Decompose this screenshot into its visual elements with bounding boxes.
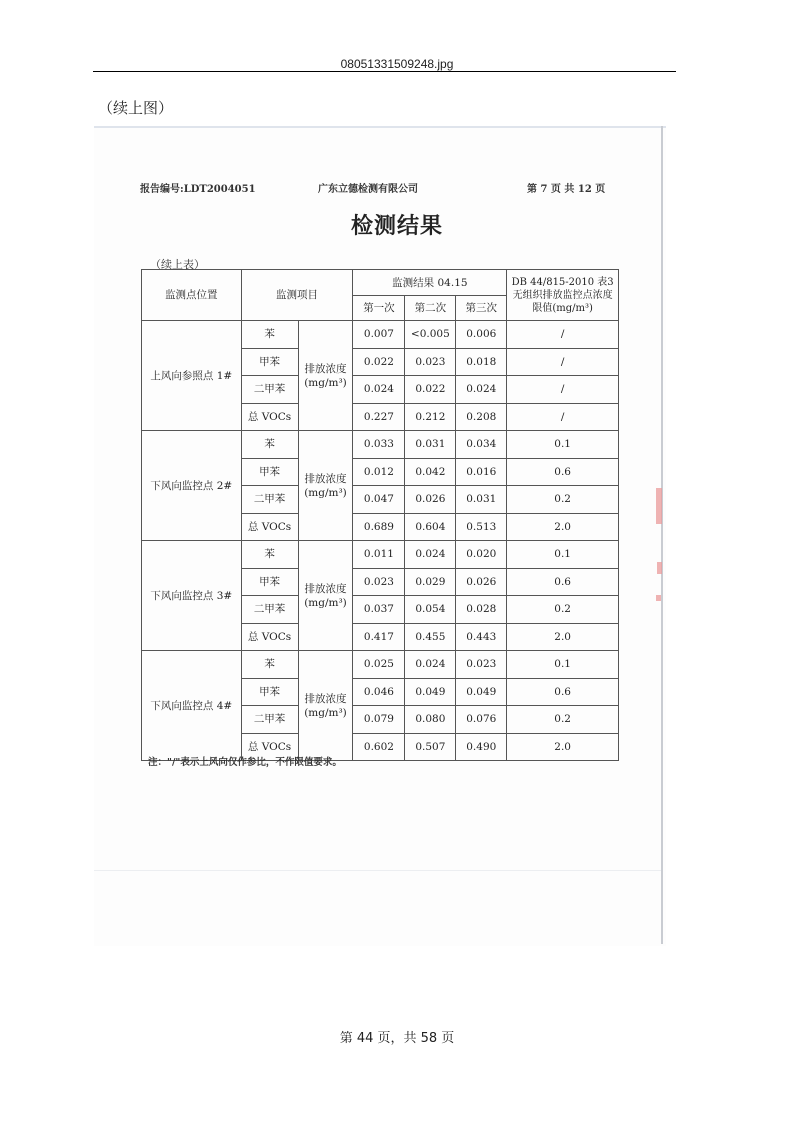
table-note: 注："/"表示上风向仅作参比，不作限值要求。 [148, 757, 342, 768]
table-row [142, 651, 619, 679]
pollutant-cell: 二甲苯 [241, 486, 298, 514]
table-row [142, 431, 619, 459]
continued-caption: （续上图） [98, 99, 174, 117]
result-value-cell: 0.227 [353, 403, 405, 431]
result-value-cell: 0.049 [405, 678, 456, 706]
result-value-cell: 0.007 [353, 321, 405, 349]
location-cell: 下风向监控点 2# [142, 431, 242, 541]
parameter-cell: 排放浓度 (mg/m³) [298, 321, 353, 431]
result-value-cell: 0.033 [353, 431, 405, 459]
company-name: 广东立德检测有限公司 [318, 184, 418, 195]
report-page-info: 第 7 页 共 12 页 [527, 184, 606, 195]
result-value-cell: 0.024 [353, 376, 405, 404]
result-value-cell: 0.076 [456, 706, 507, 734]
col-header-limit: DB 44/815-2010 表3无组织排放监控点浓度限值(mg/m³) [507, 270, 619, 321]
table-row [142, 541, 619, 569]
result-value-cell: 0.047 [353, 486, 405, 514]
result-value-cell: 0.212 [405, 403, 456, 431]
header-rule [93, 71, 676, 72]
result-value-cell: 0.042 [405, 458, 456, 486]
limit-value-cell: 0.2 [507, 486, 619, 514]
result-value-cell: 0.023 [353, 568, 405, 596]
parameter-cell: 排放浓度 (mg/m³) [298, 431, 353, 541]
location-cell: 下风向监控点 4# [142, 651, 242, 761]
result-value-cell: 0.604 [405, 513, 456, 541]
result-value-cell: 0.018 [456, 348, 507, 376]
limit-value-cell: 2.0 [507, 623, 619, 651]
result-value-cell: 0.037 [353, 596, 405, 624]
pollutant-cell: 二甲苯 [241, 376, 298, 404]
result-value-cell: 0.507 [405, 733, 456, 761]
result-value-cell: 0.417 [353, 623, 405, 651]
limit-value-cell: 0.6 [507, 678, 619, 706]
result-value-cell: 0.024 [456, 376, 507, 404]
pollutant-cell: 甲苯 [241, 458, 298, 486]
pollutant-cell: 甲苯 [241, 348, 298, 376]
result-value-cell: 0.024 [405, 541, 456, 569]
result-value-cell: 0.054 [405, 596, 456, 624]
parameter-cell: 排放浓度 (mg/m³) [298, 541, 353, 651]
pollutant-cell: 总 VOCs [241, 403, 298, 431]
pollutant-cell: 甲苯 [241, 568, 298, 596]
parameter-cell: 排放浓度 (mg/m³) [298, 651, 353, 761]
pollutant-cell: 苯 [241, 541, 298, 569]
result-value-cell: 0.490 [456, 733, 507, 761]
result-value-cell: 0.443 [456, 623, 507, 651]
result-value-cell: 0.016 [456, 458, 507, 486]
result-value-cell: 0.079 [353, 706, 405, 734]
pollutant-cell: 二甲苯 [241, 596, 298, 624]
result-value-cell: 0.689 [353, 513, 405, 541]
scan-page-edge [661, 126, 663, 944]
limit-value-cell: 0.2 [507, 706, 619, 734]
limit-value-cell: / [507, 376, 619, 404]
limit-value-cell: 0.1 [507, 431, 619, 459]
limit-value-cell: 0.6 [507, 458, 619, 486]
pollutant-cell: 苯 [241, 651, 298, 679]
result-value-cell: 0.026 [456, 568, 507, 596]
limit-value-cell: 0.2 [507, 596, 619, 624]
pollutant-cell: 总 VOCs [241, 733, 298, 761]
result-value-cell: 0.011 [353, 541, 405, 569]
col-header-second: 第二次 [405, 296, 456, 321]
result-value-cell: 0.208 [456, 403, 507, 431]
col-header-item: 监测项目 [241, 270, 353, 321]
result-value-cell: 0.025 [353, 651, 405, 679]
result-value-cell: 0.513 [456, 513, 507, 541]
result-value-cell: 0.012 [353, 458, 405, 486]
result-value-cell: 0.026 [405, 486, 456, 514]
limit-value-cell: 0.6 [507, 568, 619, 596]
limit-value-cell: / [507, 403, 619, 431]
result-value-cell: 0.006 [456, 321, 507, 349]
result-value-cell: 0.031 [456, 486, 507, 514]
result-value-cell: 0.022 [353, 348, 405, 376]
limit-value-cell: 0.1 [507, 541, 619, 569]
result-value-cell: 0.602 [353, 733, 405, 761]
scan-fold-line [94, 870, 661, 871]
result-value-cell: 0.028 [456, 596, 507, 624]
pollutant-cell: 二甲苯 [241, 706, 298, 734]
pollutant-cell: 苯 [241, 431, 298, 459]
result-value-cell: 0.024 [405, 651, 456, 679]
pollutant-cell: 总 VOCs [241, 623, 298, 651]
result-value-cell: <0.005 [405, 321, 456, 349]
results-table [141, 269, 619, 761]
result-value-cell: 0.031 [405, 431, 456, 459]
pollutant-cell: 总 VOCs [241, 513, 298, 541]
limit-value-cell: 2.0 [507, 733, 619, 761]
location-cell: 下风向监控点 3# [142, 541, 242, 651]
result-value-cell: 0.029 [405, 568, 456, 596]
result-value-cell: 0.046 [353, 678, 405, 706]
location-cell: 上风向参照点 1# [142, 321, 242, 431]
limit-value-cell: / [507, 321, 619, 349]
file-name-header: 08051331509248.jpg [340, 57, 454, 71]
report-number: 报告编号:LDT2004051 [140, 184, 256, 195]
table-row [142, 321, 619, 349]
page-footer: 第 44 页，共 58 页 [339, 1031, 455, 1046]
seal-stamp-mark [656, 488, 662, 524]
seal-stamp-mark-3 [656, 595, 661, 601]
seal-stamp-mark-2 [657, 562, 662, 574]
result-value-cell: 0.034 [456, 431, 507, 459]
result-value-cell: 0.049 [456, 678, 507, 706]
col-header-results: 监测结果 04.15 [353, 270, 507, 296]
result-value-cell: 0.023 [405, 348, 456, 376]
pollutant-cell: 甲苯 [241, 678, 298, 706]
result-value-cell: 0.020 [456, 541, 507, 569]
result-value-cell: 0.022 [405, 376, 456, 404]
col-header-third: 第三次 [456, 296, 507, 321]
pollutant-cell: 苯 [241, 321, 298, 349]
result-value-cell: 0.023 [456, 651, 507, 679]
col-header-location: 监测点位置 [142, 270, 242, 321]
col-header-first: 第一次 [353, 296, 405, 321]
table-caption: （续上表） [150, 258, 205, 271]
limit-value-cell: / [507, 348, 619, 376]
report-title: 检测结果 [350, 213, 443, 239]
limit-value-cell: 0.1 [507, 651, 619, 679]
result-value-cell: 0.080 [405, 706, 456, 734]
result-value-cell: 0.455 [405, 623, 456, 651]
limit-value-cell: 2.0 [507, 513, 619, 541]
